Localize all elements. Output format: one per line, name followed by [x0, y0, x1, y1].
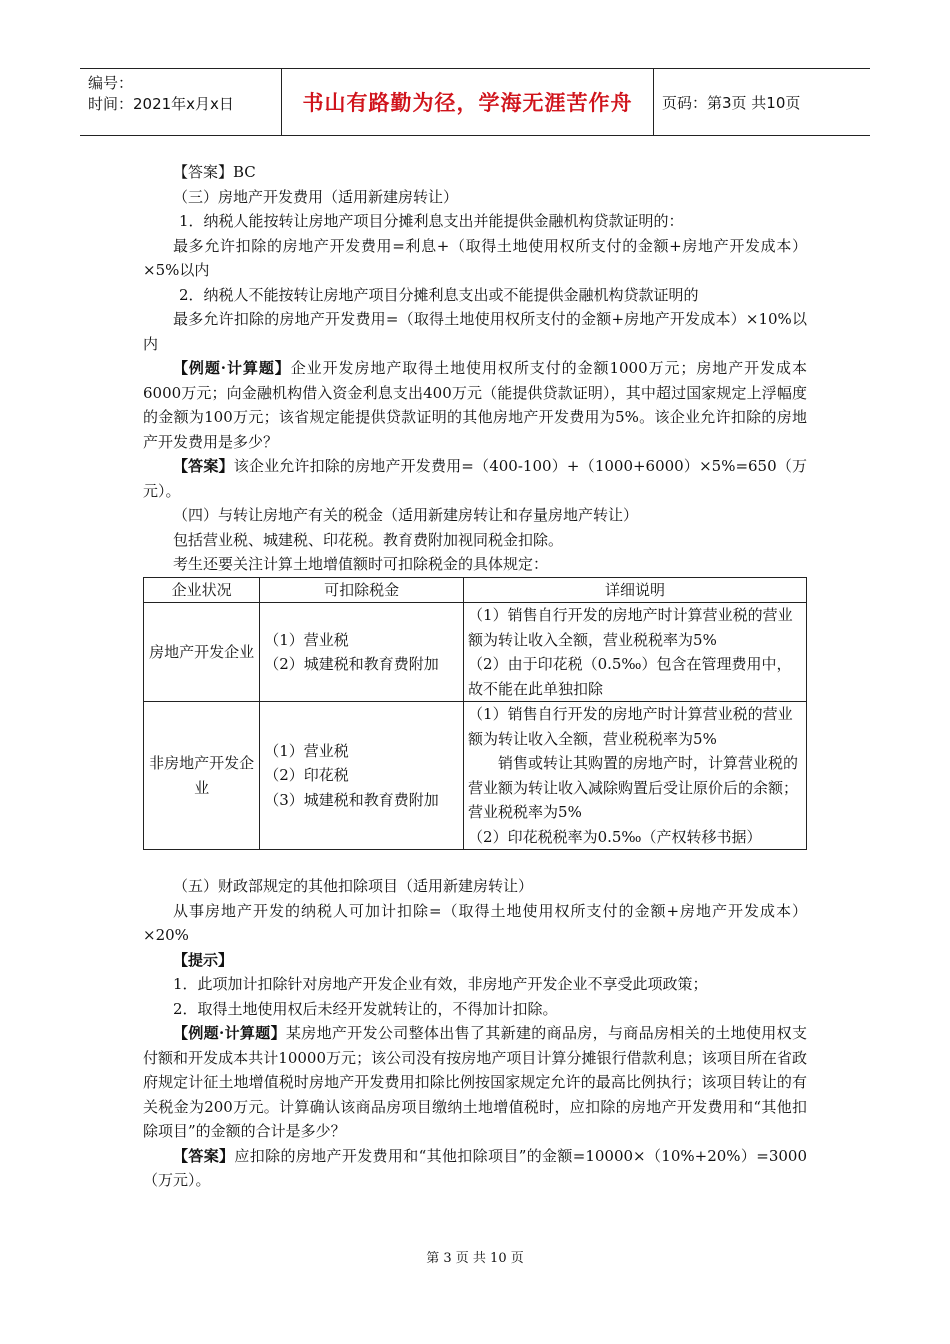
example-2-label: 【例题·计算题】 — [173, 1024, 286, 1042]
detail-item: 销售或转让其购置的房地产时，计算营业税的营业额为转让收入减除购置后受让原价后的余额；营业税税率为5% — [468, 754, 799, 821]
details-cell — [464, 603, 807, 702]
section-5-formula: 从事房地产开发的纳税人可加计扣除=（取得土地使用权所支付的金额+房地产开发成本）×20% — [143, 901, 807, 944]
rule-1-formula: 最多允许扣除的房地产开发费用=利息+（取得土地使用权所支付的金额+房地产开发成本）×5%以内 — [143, 236, 807, 279]
example-1-text: 企业开发房地产取得土地使用权所支付的金额1000万元；房地产开发成本6000万元；向金融机构借入资金利息支出400万元（能提供贷款证明），其中超过国家规定上浮幅度的金额为100万元；该省规定能提供贷款证明的其他房地产开发费用为5%。该企业允许扣除的房地产开发费用是多少？ — [143, 359, 807, 451]
tip-2: 2．取得土地使用权后未经开发就转让的，不得加计扣除。 — [173, 999, 558, 1018]
table-header-row — [144, 577, 807, 603]
page-footer: 第 3 页 共 10 页 — [426, 1251, 524, 1266]
example-2-text: 某房地产开发公司整体出售了其新建的商品房，与商品房相关的土地使用权支付额和开发成本共计10000万元；该公司没有按房地产项目计算分摊银行借款利息；该项目所在省政府规定计征土地增值税时房地产开发费用扣除比例按国家规定允许的最高比例执行；该项目转让的有关税金为200万元。计算确认该商品房项目缴纳土地增值税时，应扣除的房地产开发费用和“其他扣除项目”的金额的合计是多少？ — [143, 1024, 807, 1140]
table-header-cell: 详细说明 — [464, 577, 807, 603]
details-cell — [464, 702, 807, 850]
status-cell: 非房地产开发企业 — [144, 702, 260, 850]
table-row — [144, 702, 807, 850]
motto: 书山有路勤为径，学海无涯苦作舟 — [282, 69, 654, 135]
example-1-label: 【例题·计算题】 — [173, 359, 291, 377]
section-4-heading: （四）与转让房地产有关的税金（适用新建房转让和存量房地产转让） — [173, 506, 639, 524]
deductible-tax-table — [143, 577, 807, 851]
tax-item: （1）营业税 — [264, 630, 349, 649]
table-header-cell: 可扣除税金 — [260, 577, 464, 603]
answer-3 — [143, 1144, 807, 1193]
rule-2-formula: 最多允许扣除的房地产开发费用=（取得土地使用权所支付的金额+房地产开发成本）×10%以内 — [143, 310, 807, 353]
section-5-heading: （五）财政部规定的其他扣除项目（适用新建房转让） — [173, 877, 534, 895]
rule-1: 1．纳税人能按转让房地产项目分摊利息支出并能提供金融机构贷款证明的： — [179, 212, 684, 230]
detail-item: （1）销售自行开发的房地产时计算营业税的营业额为转让收入全额，营业税税率为5% — [468, 705, 793, 748]
page-label: 页码：第3页 共10页 — [662, 93, 801, 112]
detail-item: （2）印花税税率为0.5‰（产权转移书据） — [468, 827, 762, 846]
number-label: 编号： — [88, 74, 134, 92]
status-cell: 房地产开发企业 — [144, 603, 260, 702]
tax-item: （3）城建税和教育费附加 — [264, 790, 439, 809]
tip-label: 【提示】 — [173, 950, 234, 969]
taxes-cell — [260, 603, 464, 702]
answer-2-label: 【答案】 — [173, 457, 234, 475]
table-header-cell: 企业状况 — [144, 577, 260, 603]
table-row — [144, 603, 807, 702]
example-2 — [143, 1021, 807, 1144]
rule-2: 2．纳税人不能按转让房地产项目分摊利息支出或不能提供金融机构贷款证明的 — [179, 285, 699, 304]
answer-2 — [143, 454, 807, 503]
tax-item: （2）城建税和教育费附加 — [264, 655, 439, 673]
header-left-cell — [80, 69, 282, 135]
section-4-note: 考生还要关注计算土地增值额时可扣除税金的具体规定： — [173, 555, 549, 573]
section-3-heading: （三）房地产开发费用（适用新建房转让） — [173, 187, 459, 206]
page-header — [80, 68, 870, 136]
taxes-cell — [260, 702, 464, 850]
spacer — [143, 850, 807, 874]
document-body — [143, 160, 807, 1193]
detail-item: （2）由于印花税（0.5‰）包含在管理费用中，故不能在此单独扣除 — [468, 655, 792, 698]
answer-3-label: 【答案】 — [173, 1146, 235, 1165]
section-4-taxes: 包括营业税、城建税、印花税。教育费附加视同税金扣除。 — [173, 530, 564, 549]
example-1 — [143, 356, 807, 454]
detail-item: （1）销售自行开发的房地产时计算营业税的营业额为转让收入全额，营业税税率为5% — [468, 606, 793, 649]
answer-2-text: 该企业允许扣除的房地产开发费用=（400-100）+（1000+6000）×5%=650（万元）。 — [143, 457, 807, 500]
answer-3-text: 应扣除的房地产开发费用和“其他扣除项目”的金额=10000×（10%+20%）=3000（万元）。 — [143, 1146, 807, 1189]
answer-1: 【答案】BC — [173, 163, 256, 181]
time-label: 时间：2021年x月x日 — [88, 95, 234, 113]
tax-item: （1）营业税 — [264, 741, 349, 760]
tip-1: 1．此项加计扣除针对房地产开发企业有效，非房地产开发企业不享受此项政策； — [173, 975, 708, 993]
tax-item: （2）印花税 — [264, 766, 349, 785]
